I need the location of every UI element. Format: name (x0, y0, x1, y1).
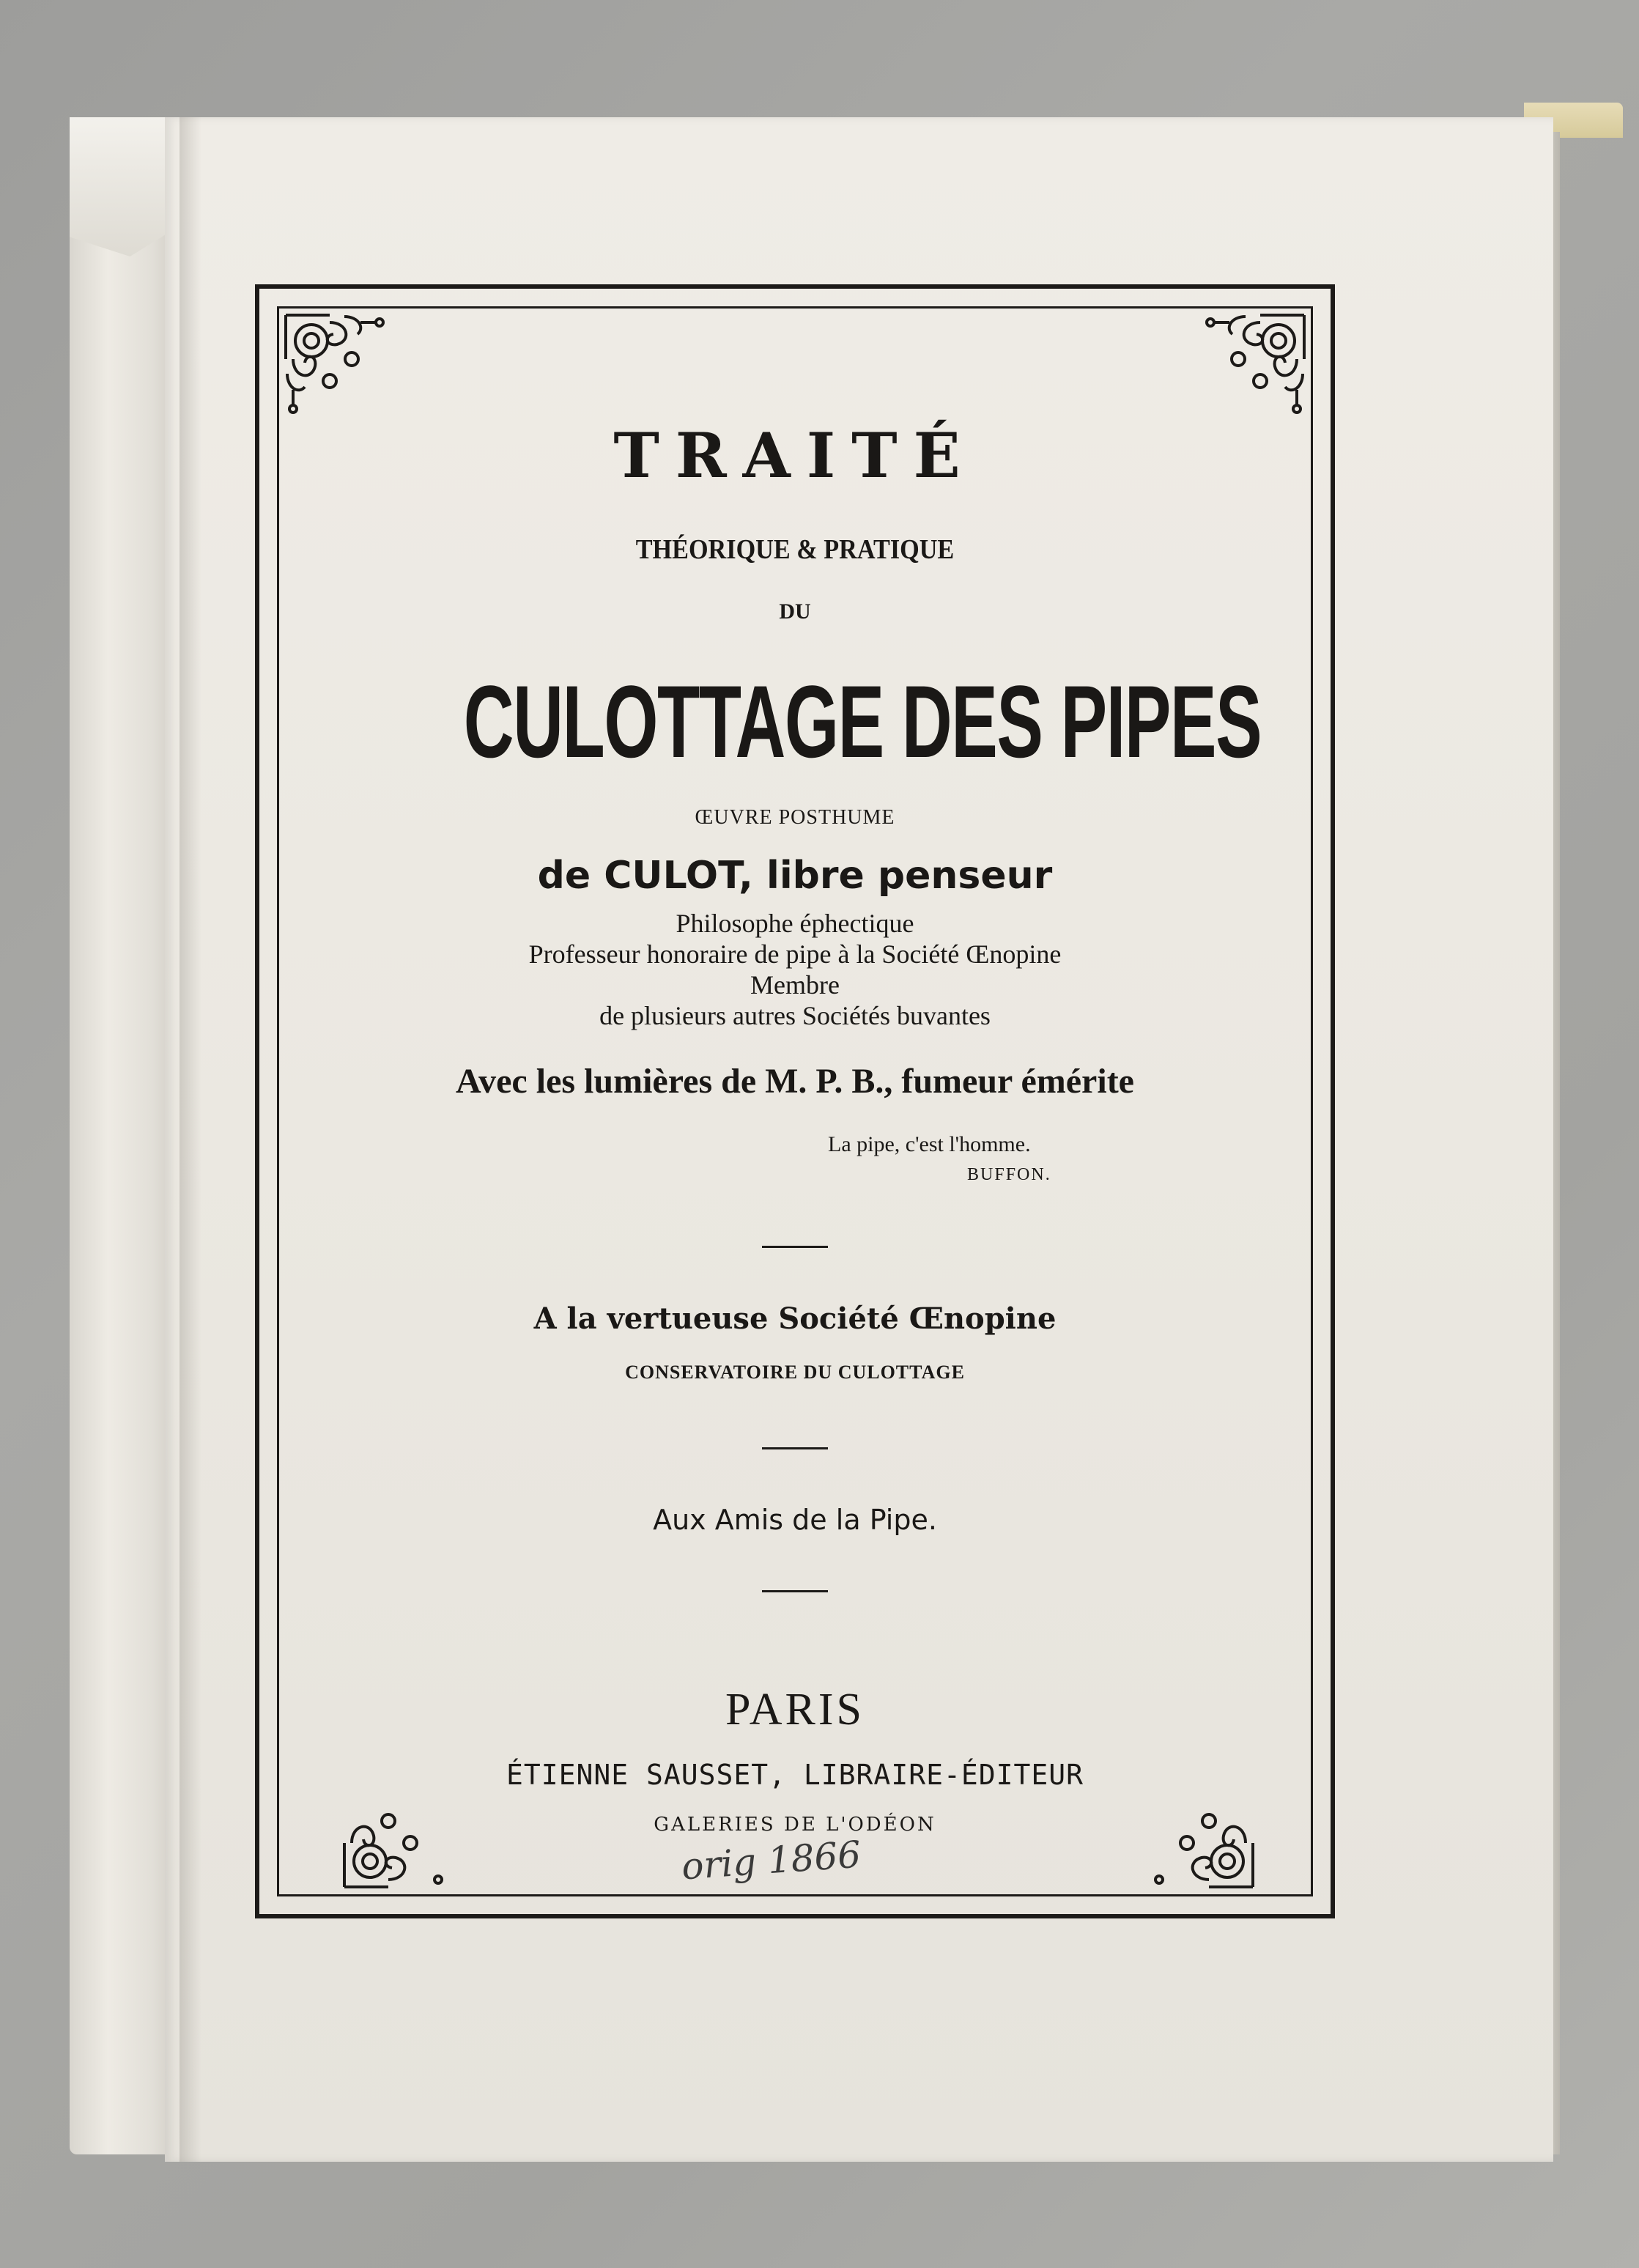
handwritten-note: orig 1866 (680, 1833, 862, 1888)
divider-rule (762, 1246, 828, 1248)
imprint-publisher: ÉTIENNE SAUSSET, LIBRAIRE-ÉDITEUR (506, 1759, 1084, 1791)
imprint-city: PARIS (725, 1685, 865, 1735)
book-subtitle: THÉORIQUE & PRATIQUE (635, 534, 955, 565)
corner-ornament-icon (278, 308, 396, 425)
spine-tear (70, 117, 180, 256)
author-title: Membre (750, 970, 840, 1000)
corner-ornament-icon (337, 1777, 454, 1894)
dedication-subtitle: CONSERVATOIRE DU CULOTTAGE (625, 1362, 965, 1383)
cover-hinge (180, 117, 201, 2162)
title-connector: DU (779, 599, 811, 624)
divider-rule (762, 1590, 828, 1592)
corner-ornament-icon (1194, 308, 1311, 425)
author-title: Professeur honoraire de pipe à la Société Œnopine (528, 939, 1062, 969)
author-title: de plusieurs autres Sociétés buvantes (599, 1001, 991, 1030)
dedication: A la vertueuse Société Œnopine (533, 1301, 1057, 1336)
divider-rule (762, 1447, 828, 1449)
collaboration-line: Avec les lumières de M. P. B., fumeur émérite (456, 1062, 1134, 1101)
book-main-title: CULOTTAGE DES PIPES (463, 664, 1262, 779)
dedication-secondary: Aux Amis de la Pipe. (653, 1504, 937, 1536)
book-title: TRAITÉ (613, 419, 977, 492)
epigraph-quote: La pipe, c'est l'homme. (828, 1132, 1031, 1156)
epigraph-attribution: BUFFON. (967, 1165, 1051, 1184)
corner-ornament-icon (1143, 1777, 1260, 1894)
author-title: Philosophe éphectique (676, 909, 914, 938)
imprint-address: GALERIES DE L'ODÉON (654, 1814, 936, 1836)
book-spine (70, 117, 180, 2154)
work-type: ŒUVRE POSTHUME (695, 806, 895, 829)
author-name: de CULOT, libre penseur (537, 854, 1053, 898)
